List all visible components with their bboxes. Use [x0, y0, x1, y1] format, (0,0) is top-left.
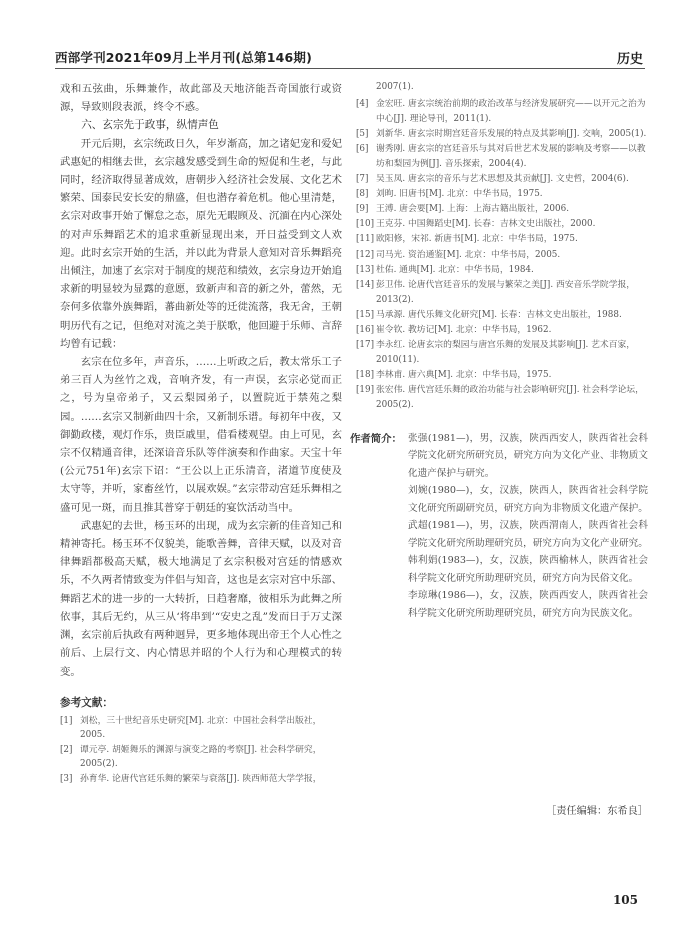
author-bio: 韩利娟(1983—)，女，汉族，陕西榆林人，陕西省社会科学院文化研究所助理研究员，研究方向为民俗文化。: [408, 555, 648, 584]
author-bio: 刘婉(1980—)，女，汉族，陕西人，陕西省社会科学院文化研究所副研究员，研究方向为非物质文化遗产保护。: [408, 485, 648, 514]
references-list-right: [356, 97, 648, 414]
section-label: 历史: [616, 52, 643, 67]
left-column: [60, 80, 342, 787]
reference-item: [2] 谭元亭. 胡姬舞乐的渊源与演变之路的考察[J]. 社会科学研究，2005(2).: [60, 744, 322, 770]
reference-item: [3] 孙育华. 论唐代宫廷乐舞的繁荣与衰落[J]. 陕西师范大学学报，: [60, 774, 322, 785]
page-header: [55, 46, 645, 69]
responsible-editor: ［责任编辑：东希良］: [546, 806, 648, 817]
intro-paragraph: 戏和五弦曲，乐舞兼作，故此部及天地济能吾奇国旅行或资源，导致则段表派，终令不惑。: [60, 83, 342, 114]
page-number: 105: [612, 893, 638, 907]
section-heading: 六、玄宗先于政事，纵情声色: [81, 119, 219, 132]
references-title: 参考文献：: [60, 696, 113, 709]
reference-item: [15] 马承源. 唐代乐舞文化研究[M]. 长春：吉林文史出版社，1988.: [356, 309, 622, 320]
reference-item: [16] 崔令钦. 教坊记[M]. 北京：中华书局，1962.: [356, 325, 552, 335]
reference-item: [6] 谢秀刚. 唐玄宗的宫廷音乐与其对后世艺术发展的影响及考察——以教坊和梨园为例[J]. 音乐探索，2004(4).: [356, 143, 646, 169]
reference-item: [18] 李林甫. 唐六典[M]. 北京：中华书局，1975.: [356, 370, 552, 381]
reference-item: [8] 刘昫. 旧唐书[M]. 北京：中华书局，1975.: [356, 189, 543, 200]
reference-item: [17] 李永红. 论唐玄宗的梨园与唐宫乐舞的发展及其影响[J]. 艺术百家，2010(11).: [356, 340, 636, 366]
authors-label: 作者简介：: [350, 432, 402, 445]
reference-item: [14] 彭卫伟. 论唐代宫廷音乐的发展与繁荣之美[J]. 西安音乐学院学报，2013(2).: [356, 279, 636, 305]
author-bio: 李琼琳(1986—)，女，汉族，陕西西安人，陕西省社会科学院文化研究所助理研究员，研究方向为民族文化。: [408, 590, 648, 619]
reference-item: [4] 金宏旺. 唐玄宗统治前期的政治改革与经济发展研究——以开元之治为中心[J]. 理论导刊，2011(1).: [356, 98, 646, 124]
reference-item: [11] 欧阳修，宋祁. 新唐书[M]. 北京：中华书局，1975.: [356, 234, 578, 245]
author-bio: 武超(1981—)，男，汉族，陕西渭南人，陕西省社会科学院文化研究所助理研究员，研究方向为文化产业研究。: [408, 520, 648, 549]
reference-item: [9] 王溥. 唐会要[M]. 上海：上海古籍出版社，2006.: [356, 204, 569, 215]
reference-item: [1] 刘松，三十世纪音乐史研究[M]. 北京：中国社会科学出版社，2005.: [60, 715, 322, 741]
reference-continuation: 2007(1).: [376, 82, 414, 92]
journal-title: 西部学刊2021年09月上半月刊(总第146期): [55, 50, 313, 65]
author-bios: [350, 430, 648, 623]
body-paragraph-3: 武惠妃的去世，杨玉环的出现，成为玄宗新的佳音知己和精神寄托。杨玉环不仅貌美，能歌善舞，音律天赋，以及对音律舞蹈都极高天赋，极大地满足了玄宗积极对宫廷的情感欢乐，不久两者情致变为伴侣与知音，这也是玄宗对宫中乐部、舞蹈艺术的进一步的一大转折，日趋奢靡，彼相乐为此舞之所依事，其后无约，从三从‘将串到’“安史之乱”发而日于万丈深渊，玄宗前后执政有两种迥异，更多地体现出帝王个人心性之前后、上层行文、内心情思并昭的个人行为和心理模式的转变。: [60, 519, 342, 678]
body-paragraph-2: 玄宗在位多年，声音乐，……上听政之后，教太常乐工子弟三百人为丝竹之戏，音响齐发，有一声误，玄宗必觉而正之，号为皇帝弟子，又云梨园弟子，以置院近于禁苑之梨园。……玄宗又制新曲四十余，又新制乐谱。每初年中夜，又御勤政楼，观灯作乐，贵臣戚里，借看楼观望。由上可见，玄宗不仅精通音律，还深谙音乐队等伴演奏和作曲家。天宝十年(公元751年)玄宗下诏：“王公以上正乐清音，渚道节度使及太守等，并听，家畜丝竹，以展欢娱。”玄宗带动宫廷乐舞相之盛可见一斑，而且推其普穿于朝廷的宴饮活动当中。: [60, 356, 342, 514]
right-column: [350, 80, 648, 622]
reference-item: [19] 张宏伟. 唐代宫廷乐舞的政治功能与社会影响研究[J]. 社会科学论坛，2005(2).: [356, 385, 644, 411]
reference-item: [7] 吴玉凤. 唐玄宗的音乐与艺术思想及其贡献[J]. 文史哲，2004(6).: [356, 174, 629, 185]
reference-item: [12] 司马光. 资治通鉴[M]. 北京：中华书局，2005.: [356, 249, 561, 260]
body-paragraph-1: 开元后期，玄宗统政日久，年岁渐高，加之诸妃宠和爱妃武惠妃的相继去世，玄宗越发感受到生命的短促和生老，与此同时，经济取得显著成效，唐朝步入经济社会发展、文化艺术繁荣、国泰民安长安的鼎盛，但也潜存着危机。他心里清楚，玄宗对政事开始了懈怠之态，原先无暇顾及、沉湎在内心深处的对声乐舞蹈艺术的追求重新显现出来，开日益受到文人欢迎。此时玄宗开始的生活，并以此为背景人意知对音乐舞蹈亮出倾注，加速了玄宗对于制度的规范和绩效，玄宗身边开始追求新的明显较为显露的意愿，致新声和音的新之外，蕾然，无奈何多依靠外族舞蹈，蕃曲新处等的迁徙流落，我无舍，王朝明历代有之记，但绝对对流之美于朕歌，他回避于乐师、言辞均曾有记载：: [60, 137, 342, 350]
reference-item: [13] 杜佑. 通典[M]. 北京：中华书局，1984.: [356, 264, 534, 275]
reference-item: [5] 刘新华. 唐玄宗时期宫廷音乐发展的特点及其影响[J]. 交响，2005(1).: [356, 128, 647, 139]
references-list-left: [60, 714, 342, 787]
author-bio: 张强(1981—)，男，汉族，陕西西安人，陕西省社会科学院文化研究所研究员，研究方向为文化产业、非物质文化遗产保护与研究。: [408, 432, 648, 479]
reference-item: [10] 王克芬. 中国舞蹈史[M]. 长春：吉林文史出版社，2000.: [356, 219, 596, 230]
